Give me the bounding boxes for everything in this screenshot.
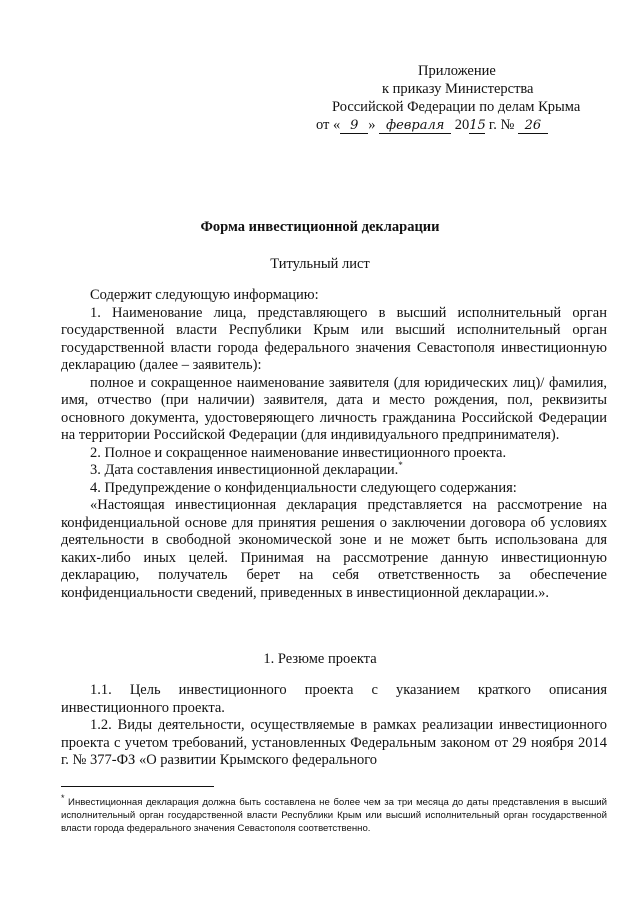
handwritten-number: 26 [518, 118, 548, 134]
item-1: 1. Наименование лица, представляющего в высший исполнительный орган государственной власти Республики Крым или высший исполнительный орган государственной власти города федерального значения Севастополя инвестиционную декларацию (далее – заявитель): [61, 304, 607, 373]
item-3 [61, 462, 607, 480]
item-3-text: 3. Дата составления инвестиционной декларации. [90, 462, 399, 478]
footnote-divider [61, 786, 214, 787]
footnote-mark: * [61, 792, 65, 803]
header-line-order: к приказу Министерства [382, 81, 534, 97]
year-prefix: 20 [454, 117, 470, 133]
footnote [61, 792, 608, 835]
section-1-title: 1. Резюме проекта [263, 651, 377, 667]
item-1-1: 1.1. Цель инвестиционного проекта с указанием краткого описания инвестиционного проекта. [61, 682, 607, 716]
header-line-appendix: Приложение [418, 63, 496, 79]
item-4-quote: «Настоящая инвестиционная декларация представляется на рассмотрение на конфиденциальной основе для принятия решения о заключении договора об условиях деятельности в свободной экономической зоне и не может быть использована для каких-либо иных целей. Принимая на рассмотрение данную инвестиционную декларацию, получатель берет на себя ответственность за обеспечение конфиденциальности сведений, приведенных в инвестиционной декларации.». [61, 497, 607, 601]
form-subtitle: Титульный лист [270, 256, 370, 272]
intro-paragraph: Содержит следующую информацию: [90, 287, 319, 303]
footnote-marker: * [398, 460, 403, 471]
header-line-date [300, 116, 600, 134]
form-title: Форма инвестиционной декларации [200, 219, 440, 235]
item-4: 4. Предупреждение о конфиденциальности следующего содержания: [90, 479, 517, 496]
handwritten-year: 15 [469, 118, 486, 133]
title-page-content [61, 287, 607, 602]
item-2: 2. Полное и сокращенное наименование инвестиционного проекта. [90, 444, 507, 461]
year-unit: г. № [488, 117, 515, 133]
date-mid: » [368, 117, 376, 133]
approval-header [300, 62, 600, 134]
handwritten-day: 9 [340, 118, 368, 134]
date-prefix: от « [316, 117, 341, 133]
item-1-detail: полное и сокращенное наименование заявителя (для юридических лиц)/ фамилия, имя, отчество (при наличии) заявителя, дата и место рождения, пол, реквизиты основного документа, удостоверяющего личность гражданина Российской Федерации на территории Российской Федерации (для индивидуального предпринимателя). [61, 374, 607, 443]
footnote-text: Инвестиционная декларация должна быть составлена не более чем за три месяца до даты представления в высший исполнительный орган государственной власти Республики Крым или высший исполнительный орган государственной власти города федерального значения Севастополя соответственно. [61, 797, 608, 834]
header-line-ministry: Российской Федерации по делам Крыма [332, 99, 581, 115]
handwritten-month: февраля [379, 118, 451, 134]
item-1-2: 1.2. Виды деятельности, осуществляемые в рамках реализации инвестиционного проекта с учетом требований, установленных Федеральным законом от 29 ноября 2014 г. № 377-ФЗ «О развитии Крымского федерального [61, 717, 607, 768]
section-1-content [61, 682, 607, 770]
